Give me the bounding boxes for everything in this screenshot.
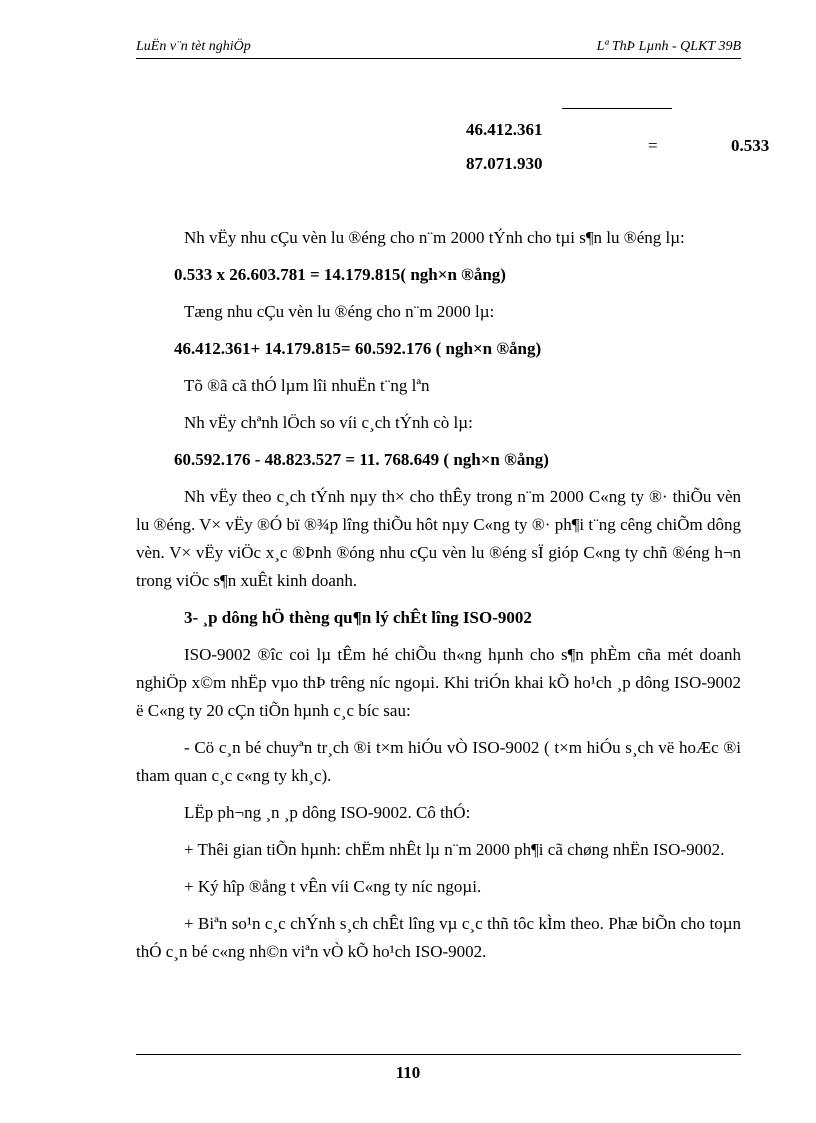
fraction-numerator: 46.412.361 xyxy=(466,120,543,139)
calculation-line: 0.533 x 26.603.781 = 14.179.815( ngh×n ®ång) xyxy=(174,265,506,284)
paragraph: Nh vËy theo c¸ch tÝnh nµy th× cho thÊy trong n¨m 2000 C«ng ty ®· thiÕu vèn lu ®éng. V× vËy ®Ó bï ®¾p lîng thiÕu hôt nµy C«ng ty ®· ph¶i t¨ng cêng chiÕm dông vèn. V× vËy viÖc x¸c ®Þnh ®óng nhu cÇu vèn lu ®éng sÏ gióp C«ng ty chñ ®éng h¬n trong viÖc s¶n xuÊt kinh doanh. xyxy=(136,487,741,590)
paragraph: Nh vËy nhu cÇu vèn lu ®éng cho n¨m 2000 tÝnh cho tµi s¶n lu ®éng lµ: xyxy=(184,228,685,247)
equals-sign: = xyxy=(648,136,658,155)
calculation-line: 60.592.176 - 48.823.527 = 11. 768.649 ( ngh×n ®ång) xyxy=(174,450,549,469)
section-heading: 3- ¸p dông hÖ thèng qu¶n lý chÊt lîng ISO-9002 xyxy=(184,608,532,627)
paragraph: ISO-9002 ®îc coi lµ tÊm hé chiÕu th«ng hµnh cho s¶n phÈm cña mét doanh nghiÖp x©m nhËp vµo thÞ trêng níc ngoµi. Khi triÓn khai kÕ ho¹ch ¸p dông ISO-9002 ë C«ng ty 20 cÇn tiÕn hµnh c¸c bíc sau: xyxy=(136,645,741,720)
header-title: LuËn v¨n tèt nghiÖp xyxy=(136,39,251,54)
fraction-denominator: 87.071.930 xyxy=(466,154,543,173)
list-item: - Cö c¸n bé chuyªn tr¸ch ®i t×m hiÓu vÒ ISO-9002 ( t×m hiÓu s¸ch vë hoÆc ®i tham quan c¸c c«ng ty kh¸c). xyxy=(136,738,741,785)
document-body xyxy=(136,224,741,975)
page-number: 110 xyxy=(395,1063,421,1082)
footer-rule xyxy=(136,1054,741,1055)
list-item: + Biªn so¹n c¸c chÝnh s¸ch chÊt lîng vµ c¸c thñ tôc kÌm theo. Phæ biÕn cho toµn thÓ c¸n bé c«ng nh©n viªn vÒ kÕ ho¹ch ISO-9002. xyxy=(136,914,741,961)
paragraph: LËp ph¬ng ¸n ¸p dông ISO-9002. Cô thÓ: xyxy=(184,803,471,822)
paragraph: Nh vËy chªnh lÖch so víi c¸ch tÝnh cò lµ: xyxy=(184,413,473,432)
list-item: + Ký hîp ®ång t vÊn víi C«ng ty níc ngoµi. xyxy=(184,877,482,896)
paragraph: Tõ ®ã cã thÓ lµm lîi nhuËn t¨ng lªn xyxy=(184,376,430,395)
page-header xyxy=(136,38,741,59)
fraction-bar xyxy=(562,108,672,109)
paragraph: Tæng nhu cÇu vèn lu ®éng cho n¨m 2000 lµ: xyxy=(184,302,495,321)
fraction-result: 0.533 xyxy=(731,136,770,155)
list-item: + Thêi gian tiÕn hµnh: chËm nhÊt lµ n¨m 2000 ph¶i cã chøng nhËn ISO-9002. xyxy=(184,840,725,859)
calculation-line: 46.412.361+ 14.179.815= 60.592.176 ( ngh×n ®ång) xyxy=(174,339,542,358)
header-author: Lª ThÞ Lµnh - QLKT 39B xyxy=(596,39,741,54)
